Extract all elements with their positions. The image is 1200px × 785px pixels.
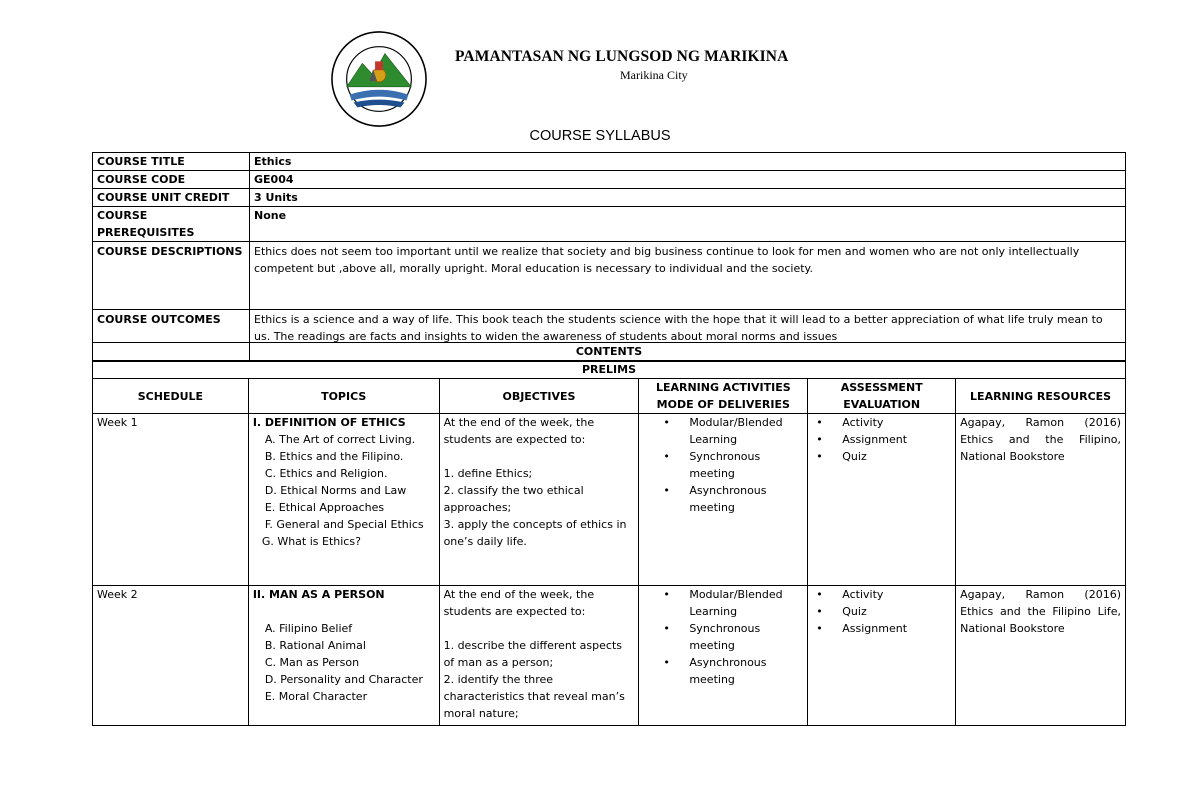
list-item: E. Moral Character xyxy=(264,690,368,703)
list-item: 3. apply the concepts of ethics in one’s daily life. xyxy=(443,518,627,548)
list-item: 2. classify the two ethical approaches; xyxy=(443,484,584,514)
table-row xyxy=(93,242,1126,310)
week1-schedule: Week 1 xyxy=(93,414,249,586)
list-item: D. Ethical Norms and Law xyxy=(264,484,407,497)
prereq-value: None xyxy=(250,207,1126,242)
contents-table xyxy=(92,342,1126,726)
col-activities xyxy=(639,379,808,414)
table-row xyxy=(93,586,1126,726)
list-item: 2. identify the three characteristics that reveal man’s moral nature; xyxy=(443,673,625,720)
list-item: B. Ethics and the Filipino. xyxy=(264,450,404,463)
prereq-label: COURSE PREREQUISITES xyxy=(93,207,250,242)
objectives-intro: At the end of the week, the students are expected to: xyxy=(443,416,595,446)
col-assessment-line2: EVALUATION xyxy=(843,398,921,411)
list-item: • Quiz xyxy=(842,448,951,465)
table-row xyxy=(93,207,1126,242)
list-item: • Asynchronous meeting xyxy=(689,654,779,688)
week2-objectives xyxy=(439,586,639,726)
list-item: A. Filipino Belief xyxy=(264,622,353,635)
table-row xyxy=(93,153,1126,171)
list-item: A. The Art of correct Living. xyxy=(264,433,416,446)
week2-assessment xyxy=(808,586,956,726)
col-schedule: SCHEDULE xyxy=(93,379,249,414)
week1-activities xyxy=(639,414,808,586)
table-row xyxy=(93,171,1126,189)
week1-assessment xyxy=(808,414,956,586)
list-item: • Quiz xyxy=(842,603,951,620)
course-info-table xyxy=(92,152,1126,362)
col-topics: TOPICS xyxy=(248,379,439,414)
unit-credit-label: COURSE UNIT CREDIT xyxy=(93,189,250,207)
list-item: • Assignment xyxy=(842,431,951,448)
list-item: • Activity xyxy=(842,414,951,431)
table-row xyxy=(93,189,1126,207)
list-item: • Asynchronous meeting xyxy=(689,482,779,516)
week2-topic-title: II. MAN AS A PERSON xyxy=(252,588,385,601)
col-assessment-line1: ASSESSMENT xyxy=(840,381,923,394)
document-header xyxy=(0,0,1200,140)
objectives-intro: At the end of the week, the students are expected to: xyxy=(443,588,595,618)
list-item: C. Man as Person xyxy=(264,656,360,669)
week2-schedule: Week 2 xyxy=(93,586,249,726)
list-item: C. Ethics and Religion. xyxy=(264,467,388,480)
contents-heading: CONTENTS xyxy=(93,343,1126,361)
descriptions-value: Ethics does not seem too important until we realize that society and big business continue to look for men and women who are not only intellectually competent but ,above all, morally upright. Moral education is necessary to individual and the society. xyxy=(250,242,1126,310)
list-item: B. Rational Animal xyxy=(264,639,366,652)
table-header-row xyxy=(93,379,1126,414)
list-item: • Modular/Blended Learning xyxy=(689,586,769,620)
list-item: 1. describe the different aspects of man as a person; xyxy=(443,639,623,669)
course-title-value: Ethics xyxy=(250,153,1126,171)
list-item: E. Ethical Approaches xyxy=(264,501,385,514)
week2-activities xyxy=(639,586,808,726)
col-objectives: OBJECTIVES xyxy=(439,379,639,414)
descriptions-label: COURSE DESCRIPTIONS xyxy=(93,242,250,310)
week1-resources: Agapay, Ramon (2016) Ethics and the Filipino, National Bookstore xyxy=(956,414,1126,586)
col-activities-line1: LEARNING ACTIVITIES xyxy=(655,381,791,394)
list-item: • Modular/Blended Learning xyxy=(689,414,769,448)
university-seal-logo xyxy=(330,30,428,128)
week2-resources: Agapay, Ramon (2016) Ethics and the Filipino Life, National Bookstore xyxy=(956,586,1126,726)
outcomes-value: Ethics is a science and a way of life. This book teach the students science with the hope that it will lead to a better appreciation of what life truly mean to us. The readings are facts and insights to widen the awareness of students about moral norms and issues xyxy=(250,310,1126,362)
course-code-value: GE004 xyxy=(250,171,1126,189)
university-name: PAMANTASAN NG LUNGSOD NG MARIKINA xyxy=(455,48,789,65)
unit-credit-value: 3 Units xyxy=(250,189,1126,207)
list-item: G. What is Ethics? xyxy=(261,535,361,548)
course-code-label: COURSE CODE xyxy=(93,171,250,189)
outcomes-label: COURSE OUTCOMES xyxy=(93,310,250,362)
week1-objectives xyxy=(439,414,639,586)
week1-topics xyxy=(248,414,439,586)
table-row xyxy=(93,414,1126,586)
list-item: • Synchronous meeting xyxy=(689,448,769,482)
table-row xyxy=(93,343,1126,361)
list-item: F. General and Special Ethics xyxy=(264,518,424,531)
list-item: 1. define Ethics; xyxy=(443,467,533,480)
list-item: • Synchronous meeting xyxy=(689,620,769,654)
university-city: Marikina City xyxy=(620,68,688,82)
course-title-label: COURSE TITLE xyxy=(93,153,250,171)
col-activities-line2: MODE OF DELIVERIES xyxy=(656,398,790,411)
table-row xyxy=(93,361,1126,379)
prelims-heading: PRELIMS xyxy=(93,361,1126,379)
col-assessment xyxy=(808,379,956,414)
week1-topic-title: I. DEFINITION OF ETHICS xyxy=(252,416,406,429)
week2-topics xyxy=(248,586,439,726)
list-item: • Activity xyxy=(842,586,951,603)
page-title: COURSE SYLLABUS xyxy=(529,128,671,144)
list-item: D. Personality and Character xyxy=(264,673,423,686)
list-item: • Assignment xyxy=(842,620,951,637)
col-resources: LEARNING RESOURCES xyxy=(956,379,1126,414)
